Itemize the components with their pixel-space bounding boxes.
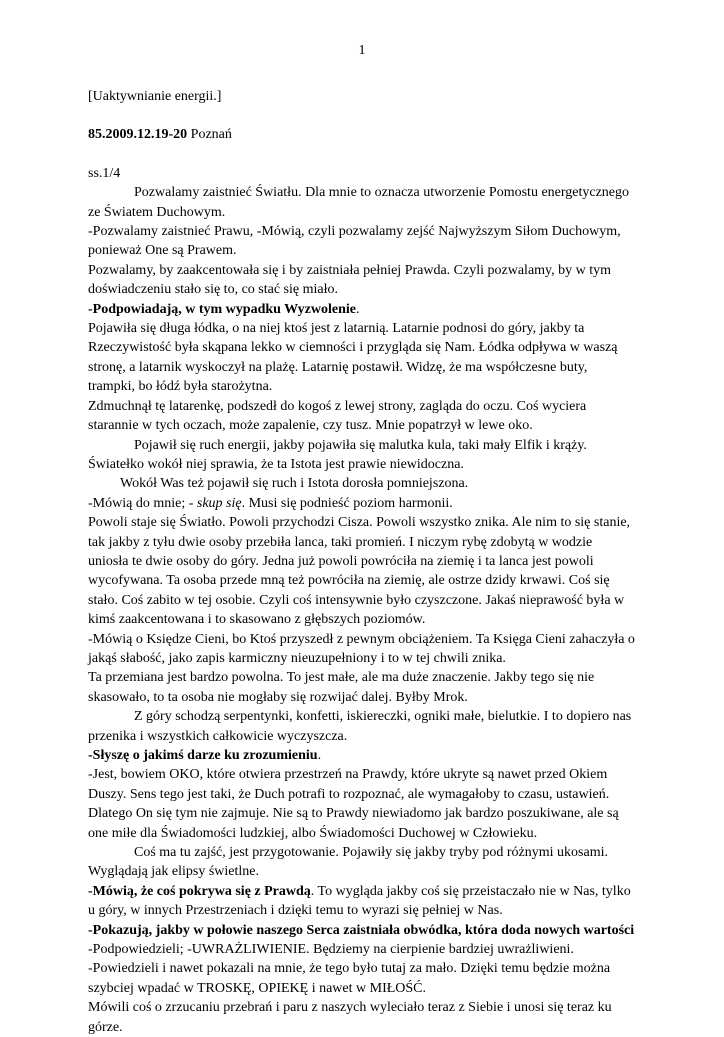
paragraph: -Powiedzieli i nawet pokazali na mnie, że tego było tutaj za mało. Dzięki temu będzie można szybciej wpadać w TROSKĘ, OPIEKĘ i nawet w MIŁOŚĆ. xyxy=(88,961,611,996)
paragraph: Zdmuchnął tę latarenkę, podszedł do kogoś z lewej strony, zagląda do oczu. Coś wyciera starannie w tych oczach, może zapalenie, czy tusz. Mnie popatrzył w lewe oko. xyxy=(88,398,587,434)
paragraph: Pojawiła się długa łódka, o na niej ktoś jest z latarnią. Latarnie podnosi do góry, jakby ta Rzeczywistość była skąpana lekko w ciemności i przygląda się Nam. Łódka odpływa w waszą stronę, a latarnik wyskoczył na plażę. Latarnię postawił. Widzę, że ma współczesne buty, trampki, bo łódź była starożytna. xyxy=(88,321,618,395)
paragraph: -Pozwalamy zaistnieć Prawu, -Mówią, czyli pozwalamy zejść Najwyższym Siłom Duchowym, ponieważ One są Prawem. xyxy=(88,224,621,259)
bold-statement: -Słyszę o jakimś darze ku zrozumieniu xyxy=(88,748,318,763)
paragraph: Pojawił się ruch energii, jakby pojawiła się malutka kula, taki mały Elfik i krąży. Światełko wokół niej sprawia, że ta Istota jest prawie niewidoczna. xyxy=(88,437,587,472)
paragraph xyxy=(88,921,636,940)
italic-phrase: skup się xyxy=(196,495,242,511)
paragraph: Pozwalamy zaistnieć Światłu. Dla mnie to oznacza utworzenie Pomostu energetycznego ze Światem Duchowym. xyxy=(88,185,630,220)
paragraph: -Mówią, że coś pokrywa się z Prawdą. To wygląda jakby coś się przeistaczało nie w Nas, tylko u góry, w innych Przestrzeniach i dzięki temu to wyrazi się pełniej w Nas. xyxy=(88,883,631,919)
page-number: 1 xyxy=(358,43,366,58)
paragraph: Ta przemiana jest bardzo powolna. To jest małe, ale ma duże znaczenie. Jakby tego się nie skasowało, to ta osoba nie mogłaby się rozwijać dalej. Byłby Mrok. xyxy=(88,670,595,705)
page-range: ss.1/4 xyxy=(88,165,121,181)
paragraph: Z góry schodzą serpentynki, konfetti, iskiereczki, ogniki małe, bielutkie. I to dopiero nas przenika i wszystkich całkowicie wyczyszcza. xyxy=(88,709,632,744)
paragraph: Mówili coś o zrzucaniu przebrań i paru z naszych wyleciało teraz z Siebie i unosi się teraz ku górze. xyxy=(88,1000,612,1035)
document-heading: [Uaktywnianie energii.] xyxy=(88,89,222,104)
bold-statement: -Pokazują, jakby w połowie naszego Serca zaistniała obwódka, która doda nowych wartości xyxy=(88,922,635,938)
paragraph: -Mówią o Księdze Cieni, bo Ktoś przyszedł z pewnym obciążeniem. Ta Księga Cieni zahaczyła o jakąś słabość, jako zapis karmiczny nieuzupełniony i to w tej chwili znika. xyxy=(88,631,635,666)
session-line xyxy=(88,125,636,144)
paragraph: -Mówią do mnie; - skup się. Musi się podnieść poziom harmonii. xyxy=(88,495,453,511)
bold-statement: -Mówią, że coś pokrywa się z Prawdą xyxy=(88,883,311,899)
paragraph: -Słyszę o jakimś darze ku zrozumieniu. xyxy=(88,748,322,763)
paragraph: Coś ma tu zajść, jest przygotowanie. Pojawiły się jakby tryby pod różnymi ukosami. Wyglądają jak elipsy świetlne. xyxy=(88,845,608,880)
document-body xyxy=(88,87,636,1037)
paragraph: Pozwalamy, by zaakcentowała się i by zaistniała pełniej Prawda. Czyli pozwalamy, by w tym doświadczeniu stało się to, co stać się miało. xyxy=(88,262,612,298)
paragraph: -Jest, bowiem OKO, które otwiera przestrzeń na Prawdy, które ukryte są nawet przed Okiem Duszy. Sens tego jest taki, że Duch potrafi to rozpoznać, ale wymagałoby to czasu, ustawień. Dlatego On się tym nie zajmuje. Nie są to Prawdy niewiadomo jak bardzo poszukiwane, ale są one miłe dla Świadomości ludzkiej, albo Świadomości Duchowej w Człowieku. xyxy=(88,767,619,841)
paragraph: Wokół Was też pojawił się ruch i Istota dorosła pomniejszona. xyxy=(120,476,469,492)
paragraph: Powoli staje się Światło. Powoli przychodzi Cisza. Powoli wszystko znika. Ale nim to się stanie, tak jakby z tyłu dwie osoby przebiła lanca, taki promień. I niczym rybę zdobytą w wodzie uniosła te dwie osoby do góry. Jedna już powoli powróciła na ziemię i ta lanca jest powoli wycofywana. Ta osoba przede mną też powróciła na ziemię, ale ostrze dzidy krwawi. Coś się stało. Coś zabito w tej osobie. Czyli coś intensywnie było czyszczone. Jakaś nieprawość była w kimś zaakcentowana i to skasowano z głębszych poziomów. xyxy=(88,515,631,628)
bold-statement: -Podpowiadają, w tym wypadku Wyzwolenie xyxy=(88,301,356,317)
paragraph: -Podpowiedzieli; -UWRAŻLIWIENIE. Będziemy na cierpienie bardziej uwrażliwieni. xyxy=(88,942,574,958)
session-place: Poznań xyxy=(187,127,232,143)
paragraph: -Podpowiadają, w tym wypadku Wyzwolenie. xyxy=(88,301,360,317)
session-code: 85.2009.12.19-20 xyxy=(88,127,188,143)
